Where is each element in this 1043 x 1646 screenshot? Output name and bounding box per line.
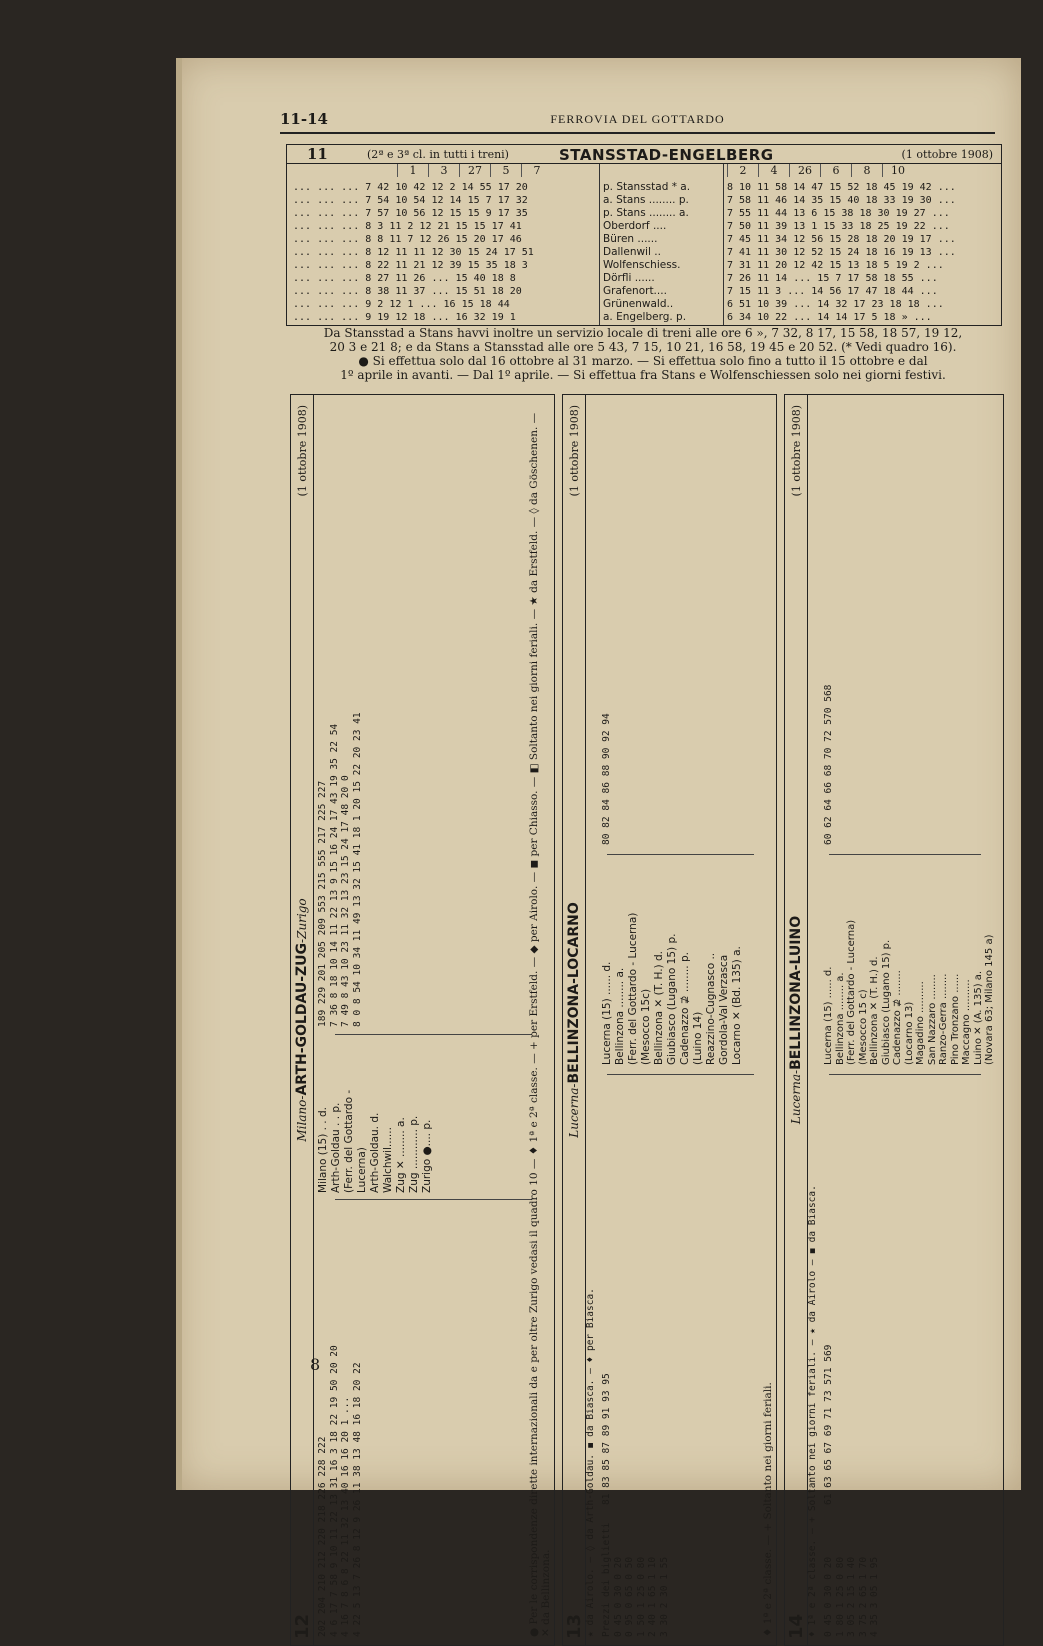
time-row: ... ... ... 8 8 11 7 12 26 15 20 17 46 xyxy=(293,234,522,245)
table-13-body xyxy=(585,395,776,1645)
train-columns-left xyxy=(601,1085,613,1505)
train-number: 218 xyxy=(317,1505,328,1523)
station: Büren ...... xyxy=(603,233,658,245)
station: a. Engelberg. p. xyxy=(603,311,687,323)
train-number: 67 xyxy=(823,1441,834,1454)
route-title xyxy=(294,395,310,1645)
train-number: 570 xyxy=(823,707,834,725)
station: Giubiasco (Lugano 15) p. xyxy=(666,933,678,1065)
station: Lucerna (15) ...... d. xyxy=(823,966,834,1065)
column-divider xyxy=(607,854,754,855)
time-row: ... ... ... 8 22 11 21 12 39 15 35 18 3 xyxy=(293,260,528,271)
station: Grünenwald.. xyxy=(603,298,674,310)
table-date: (1 ottobre 1908) xyxy=(568,405,581,497)
train-columns-left xyxy=(823,1085,835,1505)
time-row: 8 10 11 58 14 47 15 52 18 45 19 42 ... xyxy=(727,182,956,193)
price-row: 3 05 2 15 1 40 xyxy=(846,1556,857,1637)
station: (Ferr. del Gottardo - Lucerna) xyxy=(627,912,639,1065)
route-name: BELLINZONA-LUINO xyxy=(788,915,804,1070)
train-number: 91 xyxy=(601,1407,612,1420)
train-columns-left xyxy=(317,1207,363,1637)
train-number: 69 xyxy=(823,1424,834,1437)
note-line: Da Stansstad a Stans havvi inoltre un servizio locale di treni alle ore 6 », 7 32, 8 17, 15 58, 18 57, 19 12, xyxy=(323,326,963,340)
station: Luino ✕ (A. 135) a. xyxy=(972,970,984,1065)
train-number: 63 xyxy=(823,1476,834,1488)
train-number: 4 xyxy=(758,164,789,177)
station: (Novara 63; Milano 145 a) xyxy=(984,934,995,1065)
train-number: 201 xyxy=(317,964,328,982)
train-number: 227 xyxy=(317,780,328,798)
station: Dallenwil .. xyxy=(603,246,661,258)
train-number: 212 xyxy=(317,1551,328,1569)
train-number: 229 xyxy=(317,986,328,1005)
train-number: 226 xyxy=(317,1482,328,1500)
train-number: 571 xyxy=(823,1367,834,1385)
column-divider xyxy=(607,1074,754,1075)
route-prefix: Milano- xyxy=(295,1095,309,1142)
pre-note: ★ da Airolo. — ◊ da Arth-Goldau. ◼ da Biasca. — ♦ per Biasca. xyxy=(585,1288,596,1637)
table-date: (1 ottobre 1908) xyxy=(296,405,309,497)
train-number: 81 xyxy=(601,1493,612,1505)
train-numbers xyxy=(823,405,835,845)
train-number: 228 xyxy=(317,1459,328,1477)
train-number: 83 xyxy=(601,1476,612,1488)
pre-note: ♦ 1ª e 2ª classe. — + Soltanto nei giorni feriali. — ★ da Airolo — ◼ da Biasca. xyxy=(807,1185,818,1637)
train-number: 95 xyxy=(601,1373,612,1385)
station: Giubiasco (Lugano 15) p. xyxy=(880,939,892,1065)
train-numbers xyxy=(601,1085,613,1505)
price-row: 1 80 1 25 0 80 xyxy=(834,1556,846,1637)
station: Pino Tronzano ...... xyxy=(949,973,961,1065)
time-row: ... ... ... 8 27 11 26 ... 15 40 18 8 xyxy=(293,273,516,284)
train-numbers xyxy=(601,405,613,845)
train-columns-right xyxy=(601,405,613,845)
column-divider xyxy=(335,1199,532,1200)
station: Locarno ✕ (Bd. 135) a. xyxy=(731,946,743,1065)
station: (Ferr. del Gottardo - Lucerna) xyxy=(846,919,857,1065)
table-12-arth-goldau-zug xyxy=(290,394,555,1646)
arrivals-grid xyxy=(727,181,999,324)
train-number: 85 xyxy=(601,1459,612,1471)
station: Bellinzona ✕ (T. H.) d. xyxy=(869,956,880,1065)
train-number: 26 xyxy=(789,164,820,177)
table-12-body xyxy=(313,395,554,1645)
station: Zug ✕ ........ a. xyxy=(395,1117,407,1193)
station: (Locarno 13) xyxy=(903,1001,915,1065)
table-12-header xyxy=(291,395,314,1645)
train-number: 220 xyxy=(317,1528,328,1546)
train-number: 72 xyxy=(823,730,834,742)
time-row: ... ... ... 8 38 11 37 ... 15 51 18 20 xyxy=(293,286,522,297)
table-number: 14 xyxy=(786,1613,807,1639)
train-number: 60 xyxy=(823,833,834,845)
page-range: 11-14 xyxy=(280,110,328,128)
table-11-stansstad-engelberg xyxy=(286,144,1002,326)
time-row: ... ... ... 9 2 12 1 ... 16 15 18 44 xyxy=(293,299,510,310)
train-numbers-right xyxy=(727,164,997,177)
station: p. Stans ........ a. xyxy=(603,207,689,219)
train-number: 66 xyxy=(823,781,834,794)
note-line: 1º aprile in avanti. — Dal 1º aprile. — Si effettua fra Stans e Wolfenschiessen solo nei giorni festivi. xyxy=(340,368,946,382)
class-note: (2ª e 3ª cl. in tutti i treni) xyxy=(367,148,509,161)
station: (Mesocco 15 c) xyxy=(857,989,869,1065)
train-number: 73 xyxy=(823,1390,834,1402)
station: Bellinzona ........ a. xyxy=(834,972,846,1065)
train-number: 92 xyxy=(601,730,612,742)
train-number: 5 xyxy=(490,164,521,177)
time-row: 7 41 11 30 12 52 15 24 18 16 19 13 ... xyxy=(727,247,956,258)
column-divider xyxy=(335,1034,532,1035)
table-14-bellinzona-luino xyxy=(784,394,1004,1646)
train-number: 89 xyxy=(601,1424,612,1437)
time-row: ... ... ... 7 42 10 42 12 2 14 55 17 20 xyxy=(293,182,528,193)
train-number: 555 xyxy=(317,849,328,867)
table-11-header xyxy=(287,145,1001,164)
train-number: 204 xyxy=(317,1596,328,1615)
price-row: 1 50 1 25 0 80 xyxy=(635,1556,647,1637)
time-row: 6 51 10 39 ... 14 32 17 23 18 18 ... xyxy=(727,299,944,310)
column-divider xyxy=(829,854,981,855)
train-number: 225 xyxy=(317,803,328,821)
time-row: ... ... ... 8 12 11 11 12 30 15 24 17 51 xyxy=(293,247,534,258)
train-number: 1 xyxy=(397,164,428,177)
train-number: 93 xyxy=(601,1390,612,1402)
time-row: ... ... ... 7 57 10 56 12 15 15 9 17 35 xyxy=(293,208,528,219)
price-table xyxy=(823,1517,881,1637)
page-number: 8 xyxy=(310,1355,321,1374)
train-number: 65 xyxy=(823,1459,834,1471)
station: (Ferr. del Gottardo - Lucerna) xyxy=(343,1089,368,1193)
column-divider xyxy=(829,1074,981,1075)
train-number: 70 xyxy=(823,747,834,760)
station: Lucerna (15) ...... d. xyxy=(601,961,613,1065)
route-prefix: Lucerna- xyxy=(567,1083,581,1138)
station: Milano (15) . . d. xyxy=(317,1107,329,1193)
time-row: 6 34 10 22 ... 14 14 17 5 18 » ... xyxy=(727,312,932,323)
time-row: ... ... ... 9 19 12 18 ... 16 32 19 1 xyxy=(293,312,516,323)
train-number: 568 xyxy=(823,684,834,702)
route-suffix: -Zurigo xyxy=(295,898,309,943)
train-number: 64 xyxy=(823,799,834,811)
table-13-bellinzona-locarno xyxy=(562,394,777,1646)
train-number: 80 xyxy=(601,833,612,845)
station: Magadino .......... xyxy=(915,981,926,1065)
train-number: 84 xyxy=(601,799,612,811)
departures-grid xyxy=(293,181,597,324)
station: Gordola-Val Verzasca xyxy=(718,954,730,1065)
train-columns-right xyxy=(823,405,835,845)
station-list xyxy=(823,865,996,1065)
route-name: ARTH-GOLDAU-ZUG xyxy=(294,942,310,1096)
station-list xyxy=(601,865,744,1065)
train-number: 62 xyxy=(823,816,834,828)
note-line: ● Si effettua solo dal 16 ottobre al 31 marzo. — Si effettua solo fino a tutto il 15 ottobre e dal xyxy=(358,354,928,368)
train-columns-right xyxy=(317,407,363,1027)
route-prefix: Lucerna- xyxy=(789,1069,803,1125)
price-row: 2 40 1 65 1 10 xyxy=(647,1556,658,1637)
train-number: 215 xyxy=(317,872,328,890)
time-row: 8 0 8 54 10 34 11 49 13 32 15 41 18 1 20 15 22 20 23 41 xyxy=(351,712,363,1027)
train-number: 87 xyxy=(601,1441,612,1454)
train-number: 7 xyxy=(521,164,552,177)
train-numbers xyxy=(317,1207,329,1637)
station: Ranzo-Gerra ........ xyxy=(938,973,949,1065)
station: San Nazzaro ........ xyxy=(926,974,938,1065)
route-name: BELLINZONA-LOCARNO xyxy=(566,902,582,1084)
table-11-notes xyxy=(286,326,1000,382)
station: Grafenort.... xyxy=(603,285,667,297)
train-number: 94 xyxy=(601,713,612,725)
route-title: STANSSTAD-ENGELBERG xyxy=(559,146,774,164)
station: Dörfli ...... xyxy=(603,272,655,284)
table-number: 13 xyxy=(564,1613,585,1639)
note-line: 20 3 e 21 8; e da Stans a Stansstad alle ore 5 43, 7 15, 10 21, 16 58, 19 45 e 20 52. (* Vedi quadro 16). xyxy=(329,340,957,354)
page-header xyxy=(280,108,995,134)
train-number: 6 xyxy=(820,164,851,177)
time-row: 7 15 11 3 ... 14 56 17 47 18 44 ... xyxy=(727,286,938,297)
time-row: 7 49 8 43 10 23 11 32 13 23 15 24 17 48 20 0 xyxy=(340,775,351,1027)
price-table xyxy=(601,1517,670,1637)
train-number: 189 xyxy=(317,1009,328,1027)
time-row: 7 26 11 14 ... 15 7 17 58 18 55 ... xyxy=(727,273,938,284)
column-divider xyxy=(723,164,724,325)
train-number: 553 xyxy=(317,895,328,913)
rotated-tables xyxy=(290,394,1004,1644)
train-number: 88 xyxy=(601,764,612,777)
station-list xyxy=(317,1043,434,1193)
table-13-header xyxy=(563,395,586,1645)
table-date: (1 ottobre 1908) xyxy=(901,148,993,161)
station: Wolfenschiess. xyxy=(603,259,681,271)
train-number: 8 xyxy=(851,164,882,177)
train-number: 217 xyxy=(317,826,328,844)
station: (Luino 14) xyxy=(692,1011,704,1065)
page-edge xyxy=(176,58,182,1490)
train-numbers xyxy=(317,407,329,1027)
table-number: 11 xyxy=(307,145,328,163)
train-number: 222 xyxy=(317,1436,328,1454)
time-row: 4 22 5 13 7 26 8 12 9 26 11 38 13 48 16 18 20 22 xyxy=(351,1362,363,1637)
train-number: 3 xyxy=(428,164,459,177)
train-number: 61 xyxy=(823,1493,834,1505)
station: Walchwil...... xyxy=(382,1127,394,1193)
train-numbers-left xyxy=(397,164,587,177)
price-row: 3 75 2 65 1 70 xyxy=(857,1556,869,1637)
station: Reazzino-Cugnasco .. xyxy=(705,952,717,1065)
column-divider xyxy=(599,164,600,325)
station: (Mesocco 15c) xyxy=(640,988,652,1065)
station: p. Stansstad * a. xyxy=(603,181,691,193)
page-title: FERROVIA DEL GOTTARDO xyxy=(550,112,725,126)
time-row: ... ... ... 7 54 10 54 12 14 15 7 17 32 xyxy=(293,195,528,206)
station: Zurigo ●.... p. xyxy=(421,1119,433,1193)
time-row: 7 36 8 18 10 14 11 22 13 9 15 16 24 17 43 19 35 22 54 xyxy=(328,723,340,1027)
table-number: 12 xyxy=(292,1613,313,1639)
train-number: 205 xyxy=(317,941,328,959)
route-title xyxy=(566,395,582,1645)
table-14-body xyxy=(807,395,1003,1645)
train-number: 2 xyxy=(727,164,758,177)
route-title xyxy=(788,395,804,1645)
train-number: 86 xyxy=(601,781,612,794)
station: Bellinzona ✕ (T. H.) d. xyxy=(653,951,665,1065)
time-row: 7 45 11 34 12 56 15 28 18 20 19 17 ... xyxy=(727,234,956,245)
price-row: 0 45 0 30 0 20 xyxy=(612,1556,624,1637)
time-row: 7 31 11 20 12 42 15 13 18 5 19 2 ... xyxy=(727,260,944,271)
table-14-header xyxy=(785,395,808,1645)
table-13-note: ♦ 1ª e 2ª classe. — + Soltanto nei giorni feriali. xyxy=(762,1382,774,1637)
train-number: 27 xyxy=(459,164,490,177)
table-12-note: ● Per le corrispondenze dirette internazionali da e per oltre Zurigo vedasi il quadro 10 — ♦ 1ª e 2ª classe. — + per Erstfeld. — ◆ per Airolo. — ◼ per Chiasso. — ◧ Soltanto nei giorni feriali. — ★ da Erstfeld. — ◊ da Göschenen. — ✕ da Bellinzona. xyxy=(528,412,552,1637)
time-row: 7 55 11 44 13 6 15 38 18 30 19 27 ... xyxy=(727,208,950,219)
train-number: 569 xyxy=(823,1344,834,1362)
train-number: 210 xyxy=(317,1574,328,1592)
train-number: 209 xyxy=(317,918,328,936)
station: Cadenazzo ⊉ ........ p. xyxy=(679,952,691,1065)
price-row: 0 95 0 65 0 50 xyxy=(624,1556,635,1637)
price-row: 0 45 0 30 0 20 xyxy=(823,1556,834,1637)
station: Oberdorf .... xyxy=(603,220,667,232)
station: Zug ............ p. xyxy=(408,1115,420,1193)
price-header: Prezzi dei biglietti xyxy=(601,1522,612,1637)
station: Cadenazzo ⊉ ........ xyxy=(892,970,903,1065)
train-number: 202 xyxy=(317,1619,328,1637)
train-number: 71 xyxy=(823,1407,834,1420)
train-number: 90 xyxy=(601,747,612,760)
station: Arth-Goldau . . p. xyxy=(330,1102,342,1193)
table-date: (1 ottobre 1908) xyxy=(790,405,803,497)
station: Bellinzona ........ a. xyxy=(614,967,626,1065)
train-number: 10 xyxy=(882,164,913,177)
time-row: 7 58 11 46 14 35 15 40 18 33 19 30 ... xyxy=(727,195,956,206)
time-row: 4 16 7 8 6 8 22 11 32 13 40 16 16 20 1 ... xyxy=(340,1396,351,1637)
station: a. Stans ........ p. xyxy=(603,194,689,206)
train-number: 68 xyxy=(823,764,834,777)
station-list xyxy=(603,181,723,324)
station: Maccagno .......... xyxy=(961,979,972,1065)
train-numbers xyxy=(823,1085,835,1505)
price-row: 4 35 3 05 1 95 xyxy=(869,1556,880,1637)
time-row: 4 6 17 7 58 9 10 11 22 13 31 16 3 18 22 19 50 20 20 xyxy=(328,1345,340,1637)
price-row: 3 30 2 30 1 55 xyxy=(658,1556,670,1637)
station: Arth-Goldau. d. xyxy=(369,1112,381,1193)
time-row: ... ... ... 8 3 11 2 12 21 15 15 17 41 xyxy=(293,221,522,232)
time-row: 7 50 11 39 13 1 15 33 18 25 19 22 ... xyxy=(727,221,950,232)
train-number: 82 xyxy=(601,816,612,828)
